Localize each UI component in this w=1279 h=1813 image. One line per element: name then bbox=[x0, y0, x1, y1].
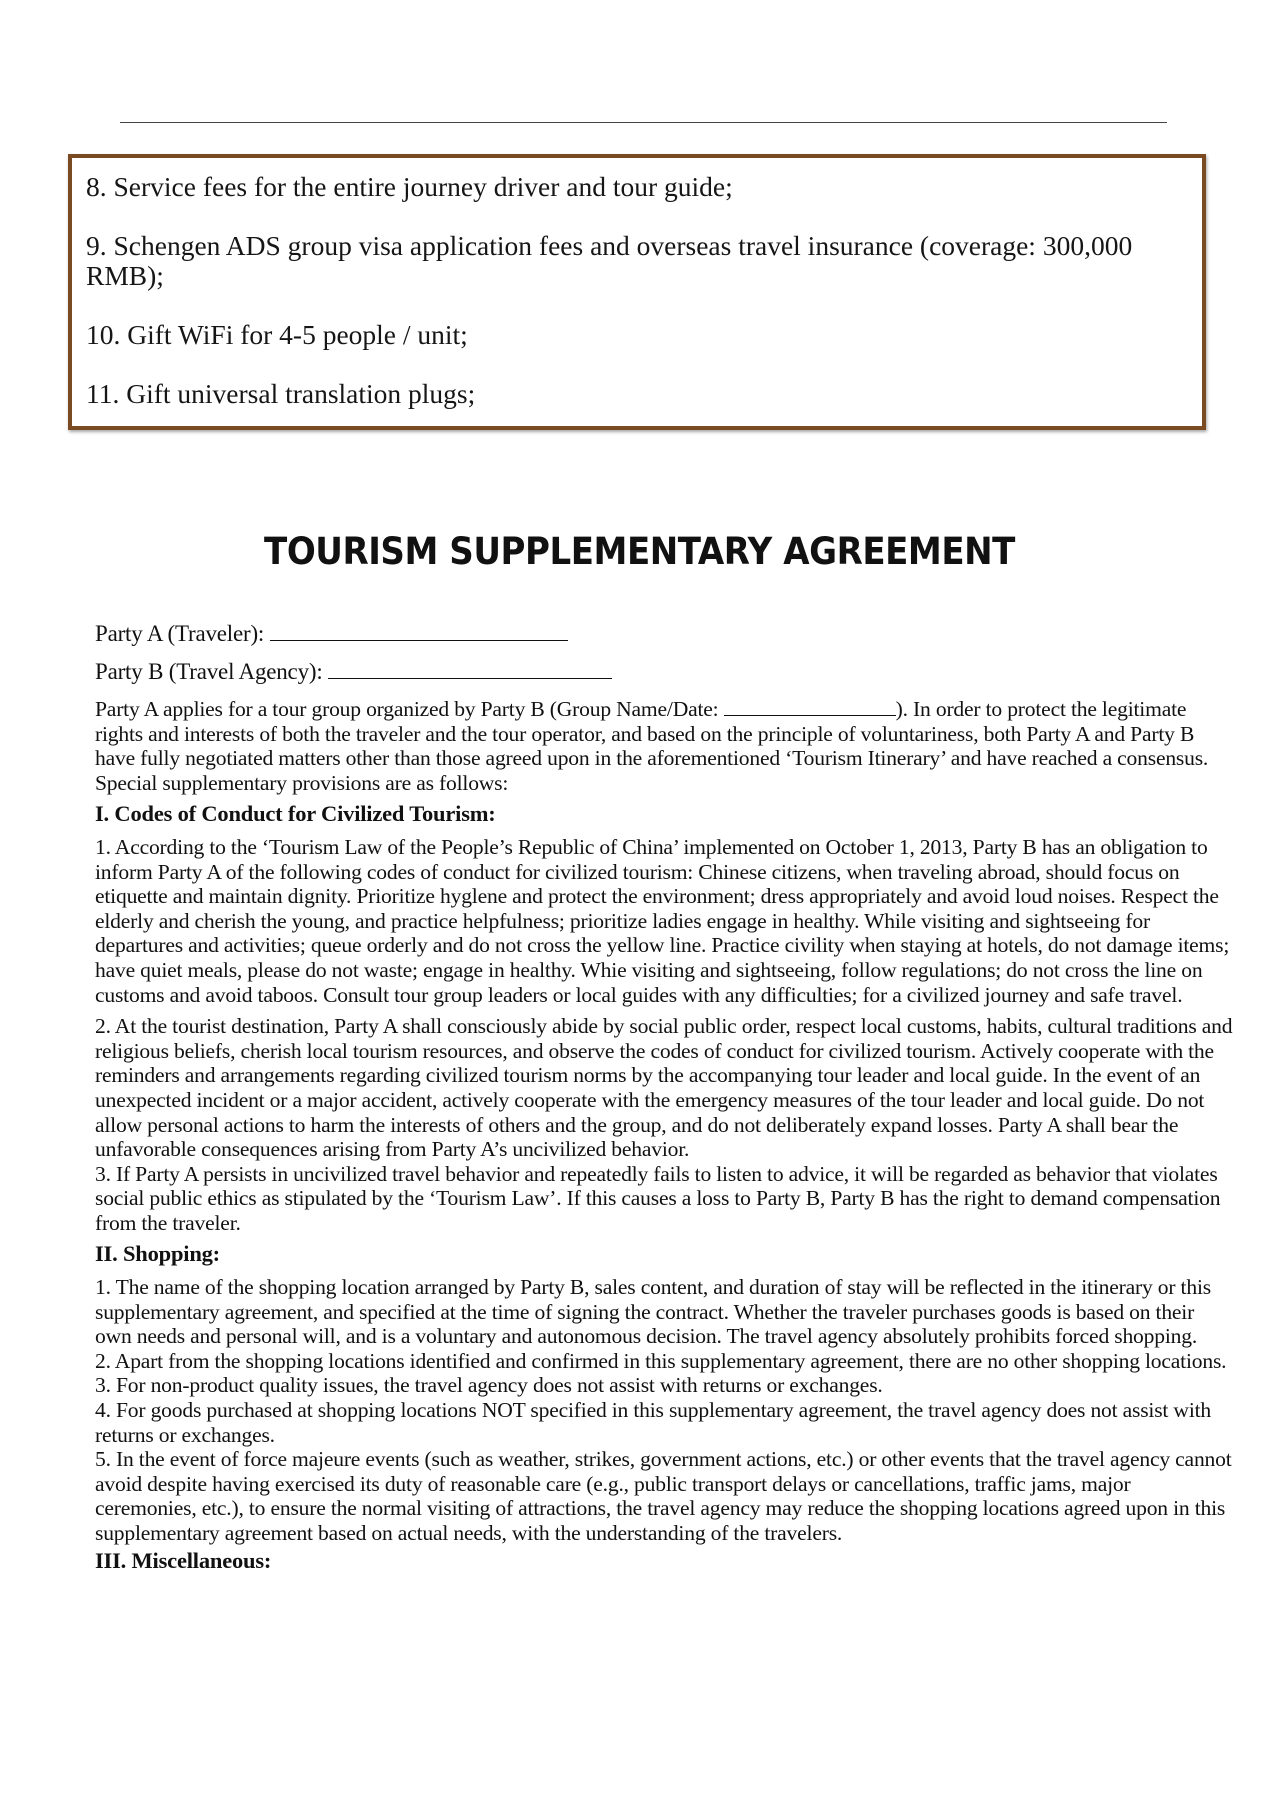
section-2-paragraph-3: 3. For non-product quality issues, the travel agency does not assist with returns or exchanges. bbox=[95, 1373, 883, 1398]
inclusion-item-9: 9. Schengen ADS group visa application fees and overseas travel insurance (coverage: 300,000 RMB); bbox=[86, 230, 1133, 291]
top-divider bbox=[120, 122, 1167, 123]
party-b-blank[interactable] bbox=[328, 660, 612, 679]
section-2-heading: II. Shopping: bbox=[95, 1241, 220, 1267]
intro-paragraph bbox=[95, 697, 1235, 795]
inclusion-item-8: 8. Service fees for the entire journey driver and tour guide; bbox=[86, 171, 733, 202]
intro-text-rest: ). In order to protect the legitimate rights and interests of both the traveler and the tour operator, and based on the principle of voluntariness, both Party A and Party B have fully negotiated matters other than those agreed upon in the aforementioned ‘Tourism Itinerary’ and have reached a consensus. Special supplementary provisions are as follows: bbox=[95, 697, 1209, 795]
section-1-paragraph-1: 1. According to the ‘Tourism Law of the People’s Republic of China’ implemented on October 1, 2013, Party B has an obligation to inform Party A of the following codes of conduct for civilized tourism: Chinese citizens, when traveling abroad, should focus on etiquette and maintain dignity. Prioritize hyglene and protect the environment; dress appropriately and avoid loud noises. Respect the elderly and cherish the young, and practice helpfulness; prioritize ladies engage in healthy. While visiting and sightseeing for departures and activities; queue orderly and do not cross the yellow line. Practice civility when staying at hotels, do not damage items; have quiet meals, please do not waste; engage in healthy. Whie visiting and sightseeing, follow regulations; do not cross the line on customs and avoid taboos. Consult tour group leaders or local guides with any difficulties; for a civilized journey and safe travel. bbox=[95, 834, 1230, 1007]
party-b-label: Party B (Travel Agency): bbox=[95, 659, 323, 684]
inclusion-item-10: 10. Gift WiFi for 4-5 people / unit; bbox=[86, 319, 468, 350]
intro-text-start: Party A applies for a tour group organized by Party B (Group Name/Date: bbox=[95, 697, 719, 721]
section-2-paragraph-4: 4. For goods purchased at shopping locations NOT specified in this supplementary agreement, the travel agency does not assist with returns or exchanges. bbox=[95, 1398, 1212, 1447]
party-a-label: Party A (Traveler): bbox=[95, 621, 265, 646]
section-1-paragraph-2: 2. At the tourist destination, Party A shall consciously abide by social public order, respect local customs, habits, cultural traditions and religious beliefs, cherish local tourism resources, and observe the codes of conduct for civilized tourism. Actively cooperate with the reminders and arrangements regarding civilized tourism norms by the accompanying tour leader and local guide. In the event of an unexpected incident or a major accident, actively cooperate with the emergency measures of the tour leader and local guide. Do not allow personal actions to harm the interests of others and the group, and do not deliberately expand losses. Party A shall bear the unfavorable consequences arising from Party A’s uncivilized behavior. bbox=[95, 1014, 1233, 1162]
agreement-body bbox=[95, 621, 1235, 1581]
group-name-date-blank[interactable] bbox=[724, 699, 896, 716]
inclusions-box bbox=[68, 154, 1206, 430]
section-3-heading: III. Miscellaneous: bbox=[95, 1547, 272, 1573]
section-2-paragraph-5: 5. In the event of force majeure events (such as weather, strikes, government actions, etc.) or other events that the travel agency cannot avoid despite having exercised its duty of reasonable care (e.g., public transport delays or cancellations, traffic jams, major ceremonies, etc.), to ensure the normal visiting of attractions, the travel agency may reduce the shopping locations agreed upon in this supplementary agreement based on actual needs, with the understanding of the travelers. bbox=[95, 1447, 1232, 1545]
party-a-line bbox=[95, 621, 1235, 647]
section-1-heading: I. Codes of Conduct for Civilized Tourism: bbox=[95, 801, 496, 827]
document-title: TOURISM SUPPLEMENTARY AGREEMENT bbox=[264, 530, 1015, 573]
inclusion-item-11: 11. Gift universal translation plugs; bbox=[86, 378, 476, 409]
section-2-paragraph-1: 1. The name of the shopping location arranged by Party B, sales content, and duration of stay will be reflected in the itinerary or this supplementary agreement, and specified at the time of signing the contract. Whether the traveler purchases goods is based on their own needs and personal will, and is a voluntary and autonomous decision. The travel agency absolutely prohibits forced shopping. bbox=[95, 1275, 1211, 1349]
section-1-paragraph-3: 3. If Party A persists in uncivilized travel behavior and repeatedly fails to listen to advice, it will be regarded as behavior that violates social public ethics as stipulated by the ‘Tourism Law’. If this causes a loss to Party B, Party B has the right to demand compensation from the traveler. bbox=[95, 1161, 1221, 1235]
party-a-blank[interactable] bbox=[270, 622, 568, 641]
section-2-paragraph-2: 2. Apart from the shopping locations identified and confirmed in this supplementary agreement, there are no other shopping locations. bbox=[95, 1348, 1227, 1373]
party-b-line bbox=[95, 659, 1235, 685]
